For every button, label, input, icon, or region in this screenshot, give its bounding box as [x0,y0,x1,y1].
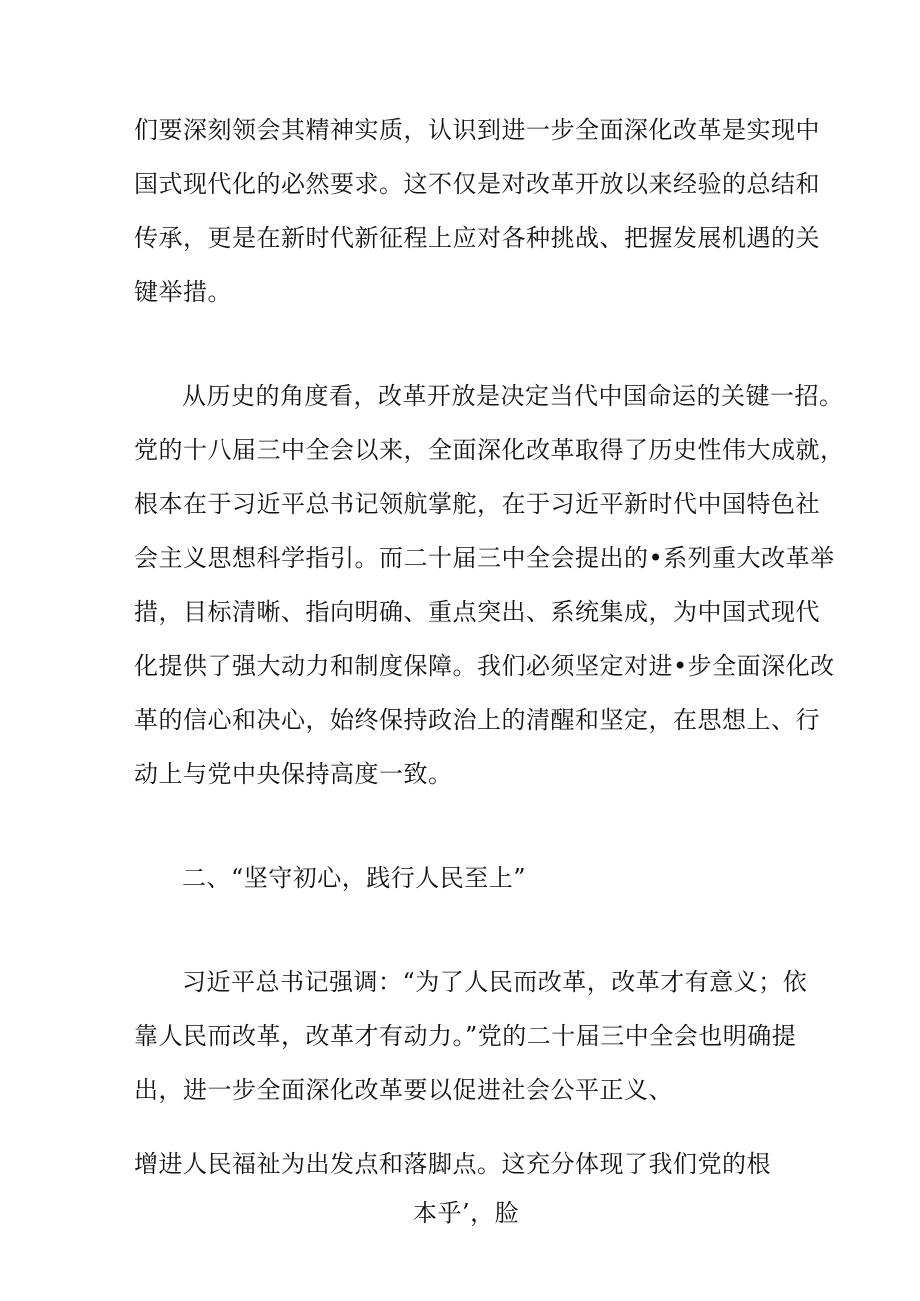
paragraph-1-line-1: 们要深刻领会其精神实质，认识到进一步全面深化改革是实现中 [134,116,820,144]
paragraph-2-line-4: 会主义思想科学指引。而二十届三中全会提出的•系列重大改革举 [134,544,835,572]
paragraph-3-line-3: 出，进一步全面深化改革要以促进社会公平正义、 [134,1076,673,1104]
trailing-fragment: 本乎’，脸 [413,1199,520,1227]
paragraph-2-line-8: 动上与党中央保持高度一致。 [134,760,453,788]
paragraph-3-line-2: 靠人民而改革，改革才有动力。”党的二十届三中全会也明确提 [134,1022,797,1050]
paragraph-1-line-4: 键举措。 [134,278,232,306]
paragraph-2-line-3: 根本在于习近平总书记领航掌舵，在于习近平新时代中国特色社 [134,490,820,518]
paragraph-4-line-1: 增进人民福祉为出发点和落脚点。这充分体现了我们党的根 [134,1150,771,1178]
paragraph-2-line-2: 党的十八届三中全会以来，全面深化改革取得了历史性伟大成就， [134,436,845,464]
paragraph-2-line-1: 从历史的角度看，改革开放是决定当代中国命运的关键一招。 [182,382,844,410]
paragraph-2-line-6: 化提供了强大动力和制度保障。我们必须坚定对进•步全面深化改 [134,652,835,680]
paragraph-1-line-3: 传承，更是在新时代新征程上应对各种挑战、把握发展机遇的关 [134,224,820,252]
paragraph-3-line-1: 习近平总书记强调：“为了人民而改革，改革才有意义；依 [182,968,808,996]
section-heading-2: 二、“坚守初心，践行人民至上” [182,864,527,892]
paragraph-1-line-2: 国式现代化的必然要求。这不仅是对改革开放以来经验的总结和 [134,170,820,198]
paragraph-2-line-5: 措，目标清晰、指向明确、重点突出、系统集成，为中国式现代 [134,598,820,626]
paragraph-2-line-7: 革的信心和决心，始终保持政治上的清醒和坚定，在思想上、行 [134,706,820,734]
